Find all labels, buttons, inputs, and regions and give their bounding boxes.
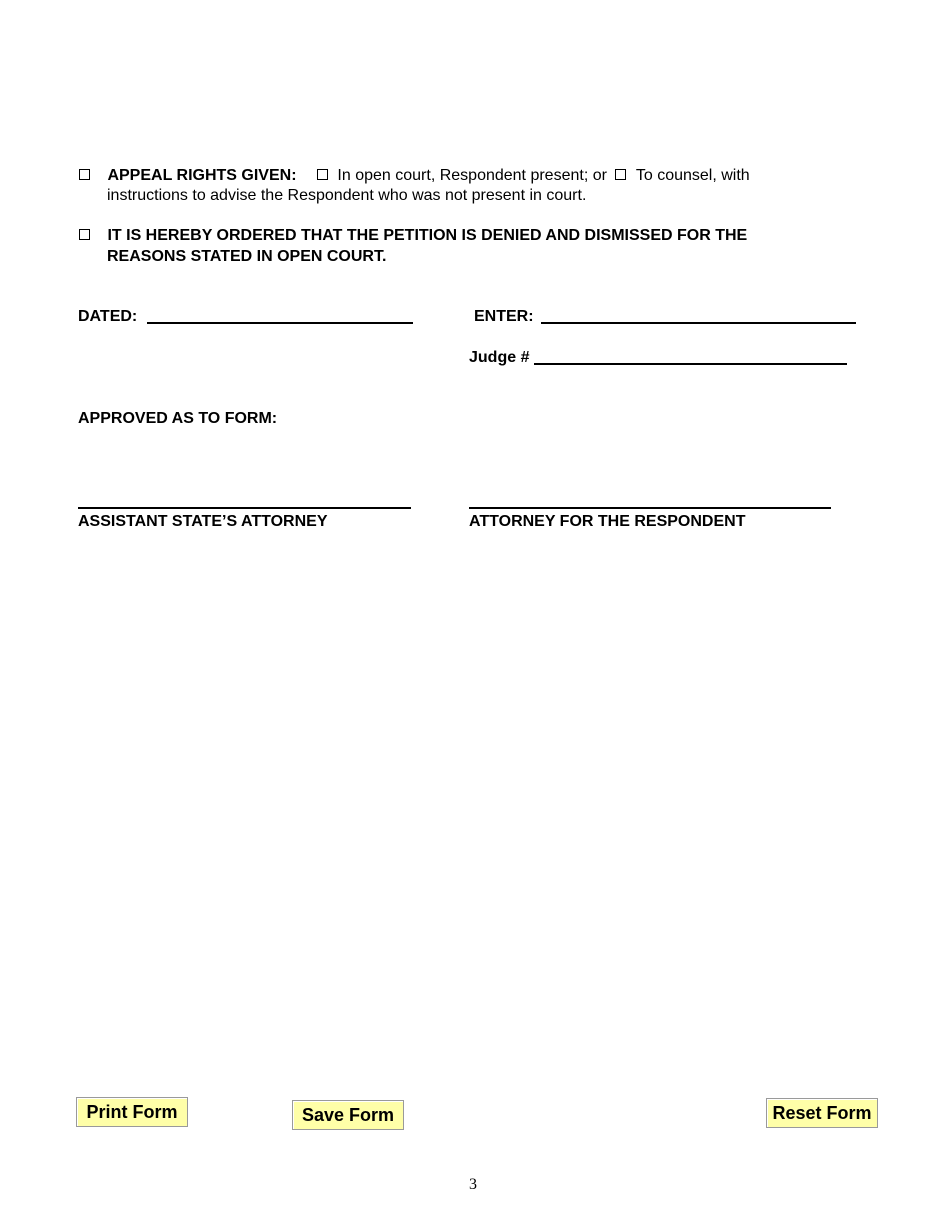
to-counsel-checkbox[interactable] bbox=[615, 169, 626, 180]
order-text-line1: IT IS HEREBY ORDERED THAT THE PETITION IS DENIED AND DISMISSED FOR THE bbox=[107, 227, 748, 244]
appeal-rights-row bbox=[79, 166, 750, 186]
page-number: 3 bbox=[469, 1176, 477, 1193]
assistant-attorney-signature-line bbox=[78, 507, 411, 509]
open-court-option-text: In open court, Respondent present; or bbox=[337, 167, 607, 184]
order-denied-checkbox[interactable] bbox=[79, 229, 90, 240]
assistant-attorney-label: ASSISTANT STATE’S ATTORNEY bbox=[78, 513, 328, 530]
save-form-button[interactable]: Save Form bbox=[292, 1100, 404, 1130]
appeal-rights-label: APPEAL RIGHTS GIVEN: bbox=[107, 167, 297, 184]
dated-label: DATED: bbox=[78, 308, 138, 325]
judge-number-field[interactable] bbox=[534, 363, 847, 365]
dated-field[interactable] bbox=[147, 322, 413, 324]
print-form-button[interactable]: Print Form bbox=[76, 1097, 188, 1127]
order-text-line2: REASONS STATED IN OPEN COURT. bbox=[107, 248, 387, 265]
open-court-checkbox[interactable] bbox=[317, 169, 328, 180]
reset-form-button[interactable]: Reset Form bbox=[766, 1098, 878, 1128]
appeal-rights-checkbox[interactable] bbox=[79, 169, 90, 180]
respondent-attorney-signature-line bbox=[469, 507, 831, 509]
appeal-rights-continuation: instructions to advise the Respondent who was not present in court. bbox=[107, 187, 587, 204]
enter-field[interactable] bbox=[541, 322, 856, 324]
to-counsel-option-text: To counsel, with bbox=[635, 167, 750, 184]
judge-number-label: Judge # bbox=[469, 349, 530, 366]
order-row bbox=[79, 226, 747, 246]
respondent-attorney-label: ATTORNEY FOR THE RESPONDENT bbox=[469, 513, 746, 530]
enter-label: ENTER: bbox=[474, 308, 534, 325]
approved-as-to-form-label: APPROVED AS TO FORM: bbox=[78, 410, 278, 427]
